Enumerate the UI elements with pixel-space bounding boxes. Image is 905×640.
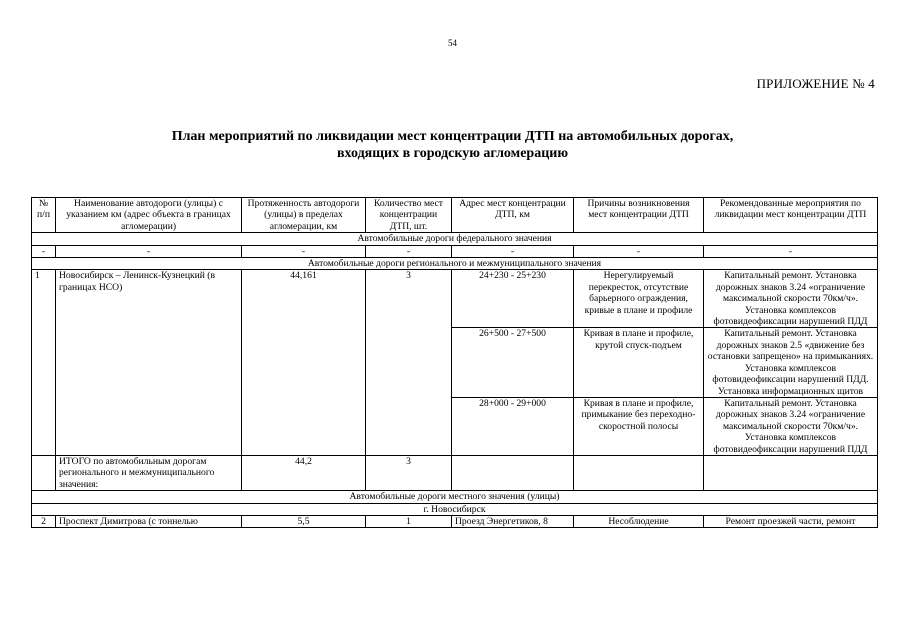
spot-measures: Ремонт проезжей части, ремонт [704,515,878,527]
dash-cell: - [366,245,452,257]
road-length: 44,161 [242,270,366,456]
spot-address: Проезд Энергетиков, 8 [452,515,574,527]
row-num: 2 [32,515,56,527]
section-row-federal [32,233,878,245]
appendix-label: ПРИЛОЖЕНИЕ № 4 [756,76,875,91]
header-address: Адрес мест концентрации ДТП, км [452,198,574,233]
header-name: Наименование автодороги (улицы) с указанием км (адрес объекта в границах агломерации) [56,198,242,233]
total-label: ИТОГО по автомобильным дорогам регионального и межмуниципального значения: [56,455,242,490]
table-row [32,270,878,328]
table-row-dashes [32,245,878,257]
spot-reasons: Кривая в плане и профиле, примыкание без переходно-скоростной полосы [574,397,704,455]
section-federal: Автомобильные дороги федерального значения [32,233,878,245]
document-title [0,128,905,162]
title-line-2: входящих в городскую агломерацию [336,146,569,161]
road-length: 5,5 [242,515,366,527]
city-row [32,503,878,515]
spot-measures: Капитальный ремонт. Установка дорожных знаков 3.24 «ограничение максимальной скорости 70км/ч». Установка комплексов фотовидеофиксации нарушений ПДД [704,397,878,455]
row-num: 1 [32,270,56,456]
dash-cell: - [32,245,56,257]
spot-reasons: Нерегулируемый перекресток, отсутствие барьерного ограждения, кривые в плане и профиле [574,270,704,328]
title-line-1: План мероприятий по ликвидации мест концентрации ДТП на автомобильных дорогах, [171,129,734,144]
spot-reasons: Несоблюдение [574,515,704,527]
dash-cell: - [452,245,574,257]
dash-cell: - [574,245,704,257]
spot-count: 3 [366,270,452,456]
total-count: 3 [366,455,452,490]
city-name: г. Новосибирск [32,503,878,515]
dash-cell: - [56,245,242,257]
section-local: Автомобильные дороги местного значения (улицы) [32,491,878,503]
table-row [32,515,878,527]
spot-measures: Капитальный ремонт. Установка дорожных знаков 3.24 «ограничение максимальной скорости 70км/ч». Установка комплексов фотовидеофиксации нарушений ПДД [704,270,878,328]
spot-address: 24+230 - 25+230 [452,270,574,328]
spot-address: 28+000 - 29+000 [452,397,574,455]
total-row [32,455,878,490]
section-regional: Автомобильные дороги регионального и межмуниципального значения [32,258,878,270]
header-length: Протяженность автодороги (улицы) в пределах агломерации, км [242,198,366,233]
spot-count: 1 [366,515,452,527]
section-row-local [32,491,878,503]
spot-address: 26+500 - 27+500 [452,328,574,397]
header-num: № п/п [32,198,56,233]
table-header-row [32,198,878,233]
spot-measures: Капитальный ремонт. Установка дорожных знаков 2.5 «движение без остановки запрещено» на примыканиях. Установка комплексов фотовидеофиксации нарушений ПДД. Установка информационных щитов [704,328,878,397]
measures-table [31,197,878,528]
road-name: Новосибирск – Ленинск-Кузнецкий (в границах НСО) [56,270,242,456]
road-name: Проспект Димитрова (с тоннелью [56,515,242,527]
page-number: 54 [448,38,457,48]
header-count: Количество мест концентрации ДТП, шт. [366,198,452,233]
header-measures: Рекомендованные мероприятия по ликвидации мест концентрации ДТП [704,198,878,233]
total-length: 44,2 [242,455,366,490]
dash-cell: - [242,245,366,257]
header-reasons: Причины возникновения мест концентрации ДТП [574,198,704,233]
section-row-regional [32,258,878,270]
spot-reasons: Кривая в плане и профиле, крутой спуск-подъем [574,328,704,397]
dash-cell: - [704,245,878,257]
